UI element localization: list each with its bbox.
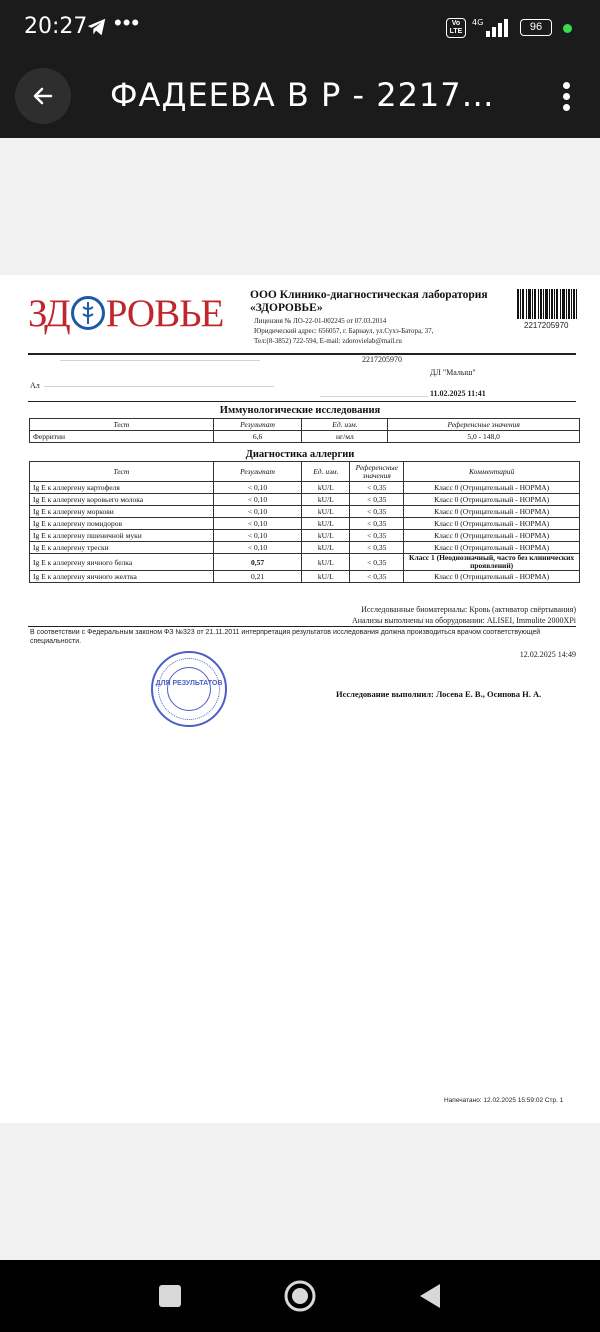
- cell-test: Ig E к аллергену трески: [30, 542, 214, 554]
- network-type: 4G: [472, 18, 484, 27]
- printed-footer: Напечатано: 12.02.2025 15:59:02 Стр. 1: [444, 1097, 564, 1104]
- patient-id-fragment: 2217205970: [362, 355, 402, 364]
- header-divider: [28, 353, 576, 355]
- cell-comment: Класс 0 (Отрицательный - НОРМА): [404, 506, 580, 518]
- redacted-patient-details: [44, 383, 274, 390]
- lab-details: [254, 316, 433, 346]
- notes-divider: [28, 626, 576, 627]
- col-test: Тест: [30, 419, 214, 431]
- cell-result: < 0,10: [213, 530, 302, 542]
- cell-result: < 0,10: [213, 506, 302, 518]
- table-row: [30, 431, 580, 443]
- table-row: [30, 506, 580, 518]
- col-ref: Референсные значения: [350, 462, 404, 482]
- license-line: Лицензия № ЛО-22-01-002245 от 07.03.2014: [254, 317, 387, 325]
- immuno-table: [29, 418, 580, 443]
- performed-by: Исследование выполнил: Лосева Е. В., Осипова Н. А.: [336, 689, 542, 699]
- lab-logo: [28, 291, 223, 336]
- volte-icon: Vo LTE: [446, 18, 466, 38]
- equipment-note: Анализы выполнены на оборудовании: ALISEI, Immulite 2000XPi: [351, 616, 576, 625]
- cell-test: Ig E к аллергену пшеничной муки: [30, 530, 214, 542]
- back-nav-button[interactable]: [410, 1276, 450, 1316]
- cell-result: 0,57: [213, 554, 302, 571]
- cell-unit: kU/L: [302, 518, 350, 530]
- cell-result: < 0,10: [213, 518, 302, 530]
- cell-ref: 5,0 - 148,0: [388, 431, 580, 443]
- clinic-fragment: ДЛ "Малыш": [430, 368, 476, 377]
- more-options-button[interactable]: [552, 78, 582, 114]
- cell-ref: < 0,35: [350, 571, 404, 583]
- redacted-sample-info: [320, 393, 428, 400]
- circle-icon: [280, 1276, 320, 1316]
- cell-unit: kU/L: [302, 482, 350, 494]
- signal-icon: [472, 16, 512, 38]
- table-row: [30, 554, 580, 571]
- cell-ref: < 0,35: [350, 494, 404, 506]
- cell-comment: Класс 0 (Отрицательный - НОРМА): [404, 482, 580, 494]
- document-viewer[interactable]: [0, 138, 600, 1260]
- immuno-section-title: Иммунологические исследования: [219, 405, 381, 416]
- cell-result: 0,21: [213, 571, 302, 583]
- cell-comment: Класс 0 (Отрицательный - НОРМА): [404, 571, 580, 583]
- cell-ref: < 0,35: [350, 518, 404, 530]
- result-datetime: 12.02.2025 14:49: [519, 650, 576, 659]
- square-icon: [150, 1276, 190, 1316]
- address-line: Юридический адрес: 656057, г. Барнаул, ул.Сухэ-Батора, 37,: [254, 327, 434, 335]
- col-ref: Референсные значения: [388, 419, 580, 431]
- cell-unit: kU/L: [302, 571, 350, 583]
- col-result: Результат: [213, 462, 302, 482]
- logo-text-left: ЗД: [28, 292, 70, 335]
- cell-unit: kU/L: [302, 494, 350, 506]
- table-row: [30, 518, 580, 530]
- contacts-line: Тел:(8-3852) 722-594, E-mail: zdorovielab@mail.ru: [254, 337, 402, 345]
- arrow-left-icon: [31, 84, 55, 108]
- recents-button[interactable]: [150, 1276, 190, 1316]
- cell-unit: kU/L: [302, 542, 350, 554]
- logo-text-right: РОВЬЕ: [105, 292, 224, 335]
- cell-test: Ig E к аллергену яичного белка: [30, 554, 214, 571]
- medical-emblem-icon: [71, 296, 105, 330]
- patient-prefix: Ал: [30, 381, 40, 390]
- cell-comment: Класс 0 (Отрицательный - НОРМА): [404, 494, 580, 506]
- cell-test: Ig E к аллергену моркови: [30, 506, 214, 518]
- cell-ref: < 0,35: [350, 506, 404, 518]
- cell-comment: Класс 0 (Отрицательный - НОРМА): [404, 530, 580, 542]
- cell-unit: kU/L: [302, 506, 350, 518]
- lab-name-line2: «ЗДОРОВЬЕ»: [250, 302, 323, 314]
- stamp-text: ДЛЯ РЕЗУЛЬТАТОВ: [155, 680, 223, 687]
- col-test: Тест: [30, 462, 214, 482]
- cell-unit: kU/L: [302, 554, 350, 571]
- app-bar: [0, 54, 600, 138]
- cell-result: < 0,10: [213, 482, 302, 494]
- lab-stamp: [151, 651, 227, 727]
- lab-name-line1: ООО Клинико-диагностическая лаборатория: [250, 289, 488, 301]
- navigation-bar: [0, 1260, 600, 1332]
- cell-test: Ig E к аллергену коровьего молока: [30, 494, 214, 506]
- battery-icon: 96: [520, 19, 552, 36]
- more-notifications-icon: •••: [114, 10, 141, 35]
- sample-date: 11.02.2025 11:41: [430, 389, 486, 398]
- barcode-icon: [517, 289, 577, 319]
- back-button[interactable]: [15, 68, 71, 124]
- table-row: [30, 530, 580, 542]
- cell-unit: kU/L: [302, 530, 350, 542]
- cell-ref: < 0,35: [350, 542, 404, 554]
- table-row: [30, 482, 580, 494]
- cell-comment: Класс 0 (Отрицательный - НОРМА): [404, 518, 580, 530]
- cell-result: < 0,10: [213, 494, 302, 506]
- cell-comment: Класс 1 (Неоднозначный, часто без клинических проявлений): [404, 554, 580, 571]
- cell-result: < 0,10: [213, 542, 302, 554]
- dot-icon: [563, 82, 570, 89]
- col-unit: Ед. изм.: [302, 419, 388, 431]
- col-unit: Ед. изм.: [302, 462, 350, 482]
- cell-test: Ig E к аллергену помидоров: [30, 518, 214, 530]
- col-comment: Комментарий: [404, 462, 580, 482]
- cell-test: Ферритин: [30, 431, 214, 443]
- biomaterial-note: Исследованные биоматериалы: Кровь (активатор свёртывания): [361, 605, 576, 614]
- cell-comment: Класс 0 (Отрицательный - НОРМА): [404, 542, 580, 554]
- patient-divider: [28, 401, 576, 402]
- document-page: [0, 275, 600, 1123]
- barcode-number: 2217205970: [524, 321, 569, 330]
- cell-test: Ig E к аллергену картофеля: [30, 482, 214, 494]
- cell-ref: < 0,35: [350, 554, 404, 571]
- allergy-section-title: Диагностика аллергии: [245, 449, 355, 460]
- cell-result: 6,6: [213, 431, 302, 443]
- table-row: [30, 494, 580, 506]
- cell-unit: нг/мл: [302, 431, 388, 443]
- status-bar: [0, 0, 600, 54]
- document-title: ФАДЕЕВА В Р - 2217…: [110, 76, 495, 114]
- status-time: 20:27: [24, 14, 88, 39]
- stamp-inner-ring: [167, 667, 211, 711]
- redacted-patient-name: [60, 357, 260, 364]
- home-button[interactable]: [280, 1276, 320, 1316]
- dot-icon: [563, 93, 570, 100]
- telegram-icon: [86, 16, 108, 38]
- cell-ref: < 0,35: [350, 530, 404, 542]
- cell-ref: < 0,35: [350, 482, 404, 494]
- cell-test: Ig E к аллергену яичного желтка: [30, 571, 214, 583]
- triangle-back-icon: [410, 1276, 450, 1316]
- law-note: В соответствии с Федеральным законом ФЗ №323 от 21.11.2011 интерпретация результатов исследования должна производиться врачом соответствующей специальности.: [30, 629, 541, 645]
- table-row: [30, 571, 580, 583]
- col-result: Результат: [213, 419, 302, 431]
- privacy-indicator-dot: [563, 24, 572, 33]
- allergy-table: [29, 461, 580, 583]
- table-row: [30, 542, 580, 554]
- dot-icon: [563, 104, 570, 111]
- lab-name: [250, 289, 488, 315]
